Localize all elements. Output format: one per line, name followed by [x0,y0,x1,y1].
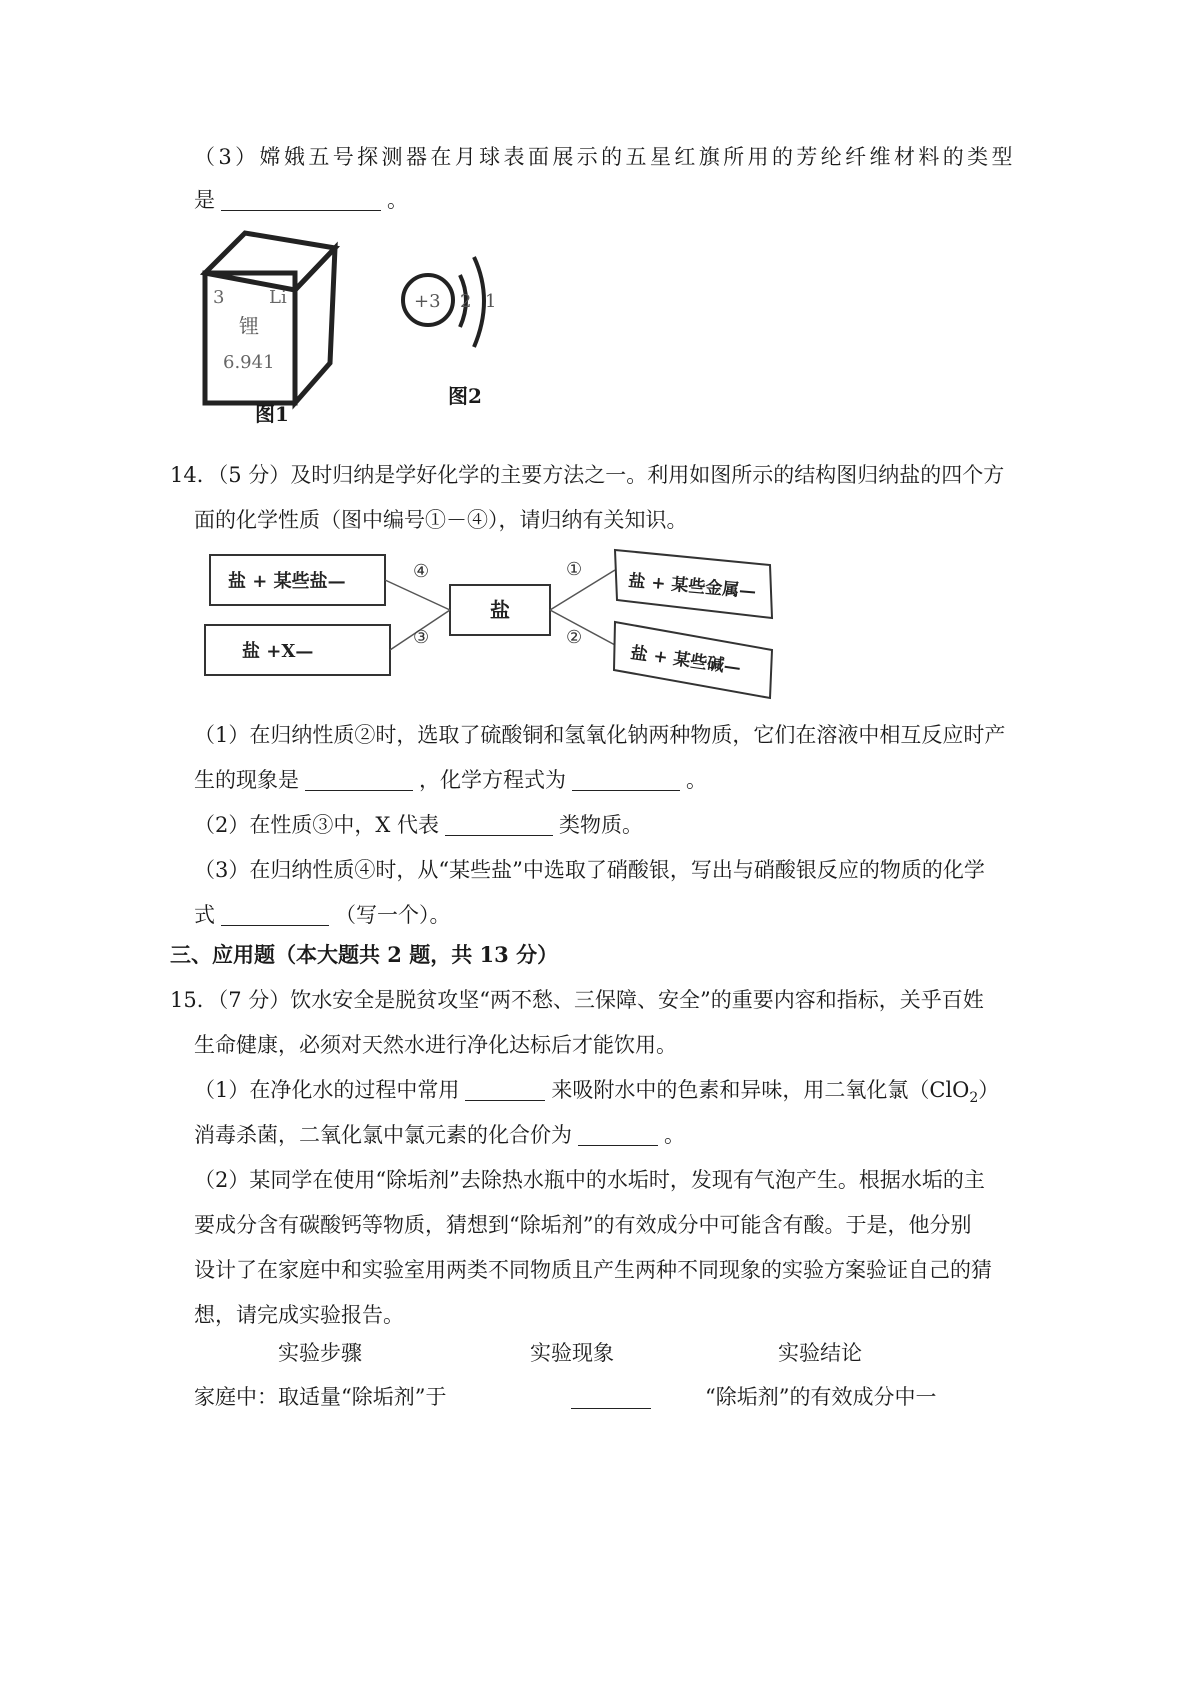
q14-p2-text-a: （2）在性质③中，X 代表 [194,813,439,837]
answer-blank[interactable] [465,1078,545,1101]
diagram-right-bottom-label: 盐 + 某些碱— [629,643,743,679]
q15-p2-line1: （2）某同学在使用“除垢剂”去除热水瓶中的水垢时，发现有气泡产生。根据水垢的主 [194,1168,985,1192]
answer-blank[interactable] [578,1123,658,1146]
table-row1-conclusion: “除垢剂”的有效成分中一 [705,1385,937,1409]
q15-line2: 生命健康，必须对天然水进行净化达标后才能饮用。 [194,1033,677,1057]
q14-p3-text-a: 式 [194,903,215,927]
answer-blank[interactable] [221,903,329,926]
q15-p2-line3: 设计了在家庭中和实验室用两类不同物质且产生两种不同现象的实验方案验证自己的猜 [194,1258,992,1282]
table-row1-phenomenon-blank[interactable] [571,1386,651,1409]
q14-p1-text-a: 生的现象是 [194,768,299,792]
q13-part3-suffix: 。 [387,188,408,212]
q15-p1-text-d: 消毒杀菌，二氧化氯中氯元素的化合价为 [194,1123,572,1147]
q14-p1-text-b: ，化学方程式为 [419,768,566,792]
diagram-number-2: ② [566,627,583,648]
q15-p1-line2 [194,1120,685,1150]
q15-p1-text-c: ） [978,1078,1000,1102]
q13-part3-line1: （3）嫦娥五号探测器在月球表面展示的五星红旗所用的芳纶纤维材料的类型 [194,145,1016,169]
q15-p1-text-b: 来吸附水中的色素和异味，用二氧化氯（ClO [551,1078,970,1102]
q14-p3-line1: （3）在归纳性质④时，从“某些盐”中选取了硝酸银，写出与硝酸银反应的物质的化学 [194,858,985,882]
diagram-center-label: 盐 [490,598,510,622]
q15-p1-line1 [194,1075,999,1113]
q13-part3-line2 [194,185,408,215]
table-row1-step: 家庭中：取适量“除垢剂”于 [194,1385,447,1409]
diagram-left-top-label: 盐 + 某些盐— [228,571,346,592]
diagram-number-3: ③ [413,627,430,648]
figure2-atom-structure [390,235,510,375]
salt-properties-diagram [200,540,800,705]
answer-blank[interactable] [445,813,553,836]
figure2-nucleus-charge: +3 [414,291,441,312]
figure2-label: 图2 [448,384,482,408]
table-header-step: 实验步骤 [278,1341,362,1365]
q14-p2 [194,810,643,840]
figure1-atomic-number: 3 [213,287,225,308]
q14-line1: 14．（5 分）及时归纳是学好化学的主要方法之一。利用如图所示的结构图归纳盐的四个方 [170,463,1005,487]
answer-blank[interactable] [305,768,413,791]
figure2-shell2-electrons: 1 [485,291,497,312]
table-header-conclusion: 实验结论 [778,1341,862,1365]
q15-p1-text-a: （1）在净化水的过程中常用 [194,1078,460,1102]
q15-p2-line4: 想，请完成实验报告。 [194,1303,404,1327]
q15-p2-line2: 要成分含有碳酸钙等物质，猜想到“除垢剂”的有效成分中可能含有酸。于是，他分别 [194,1213,972,1237]
q14-p3-line2 [194,900,451,930]
q14-p3-text-b: （写一个）。 [335,903,451,927]
q15-line1: 15．（7 分）饮水安全是脱贫攻坚“两不愁、三保障、安全”的重要内容和指标，关乎百姓 [170,988,984,1012]
table-header-phenomenon: 实验现象 [530,1341,614,1365]
q14-line2: 面的化学性质（图中编号①－④），请归纳有关知识。 [194,508,688,532]
section3-title: 三、应用题（本大题共 2 题，共 13 分） [170,942,559,967]
q15-p1-subscript: 2 [969,1090,979,1107]
q13-part3-prefix: 是 [194,188,215,212]
figure1-label: 图1 [255,402,289,426]
answer-blank[interactable] [221,188,381,211]
answer-blank[interactable] [572,768,680,791]
q14-p1-line2 [194,765,707,795]
figure1-atomic-mass: 6.941 [223,352,275,373]
diagram-number-4: ④ [413,561,430,582]
figure1-symbol: Li [269,287,287,308]
q14-p1-text-c: 。 [686,768,707,792]
q15-p1-text-e: 。 [664,1123,685,1147]
q14-p1-line1: （1）在归纳性质②时，选取了硫酸铜和氢氧化钠两种物质，它们在溶液中相互反应时产 [194,723,1006,747]
diagram-left-bottom-label: 盐 +X— [242,641,314,662]
figure2-shell1-electrons: 2 [460,291,472,312]
q14-p2-text-b: 类物质。 [559,813,643,837]
figure1-element-name: 锂 [239,314,259,338]
diagram-right-top-label: 盐 + 某些金属— [627,571,757,603]
diagram-number-1: ① [566,559,583,580]
